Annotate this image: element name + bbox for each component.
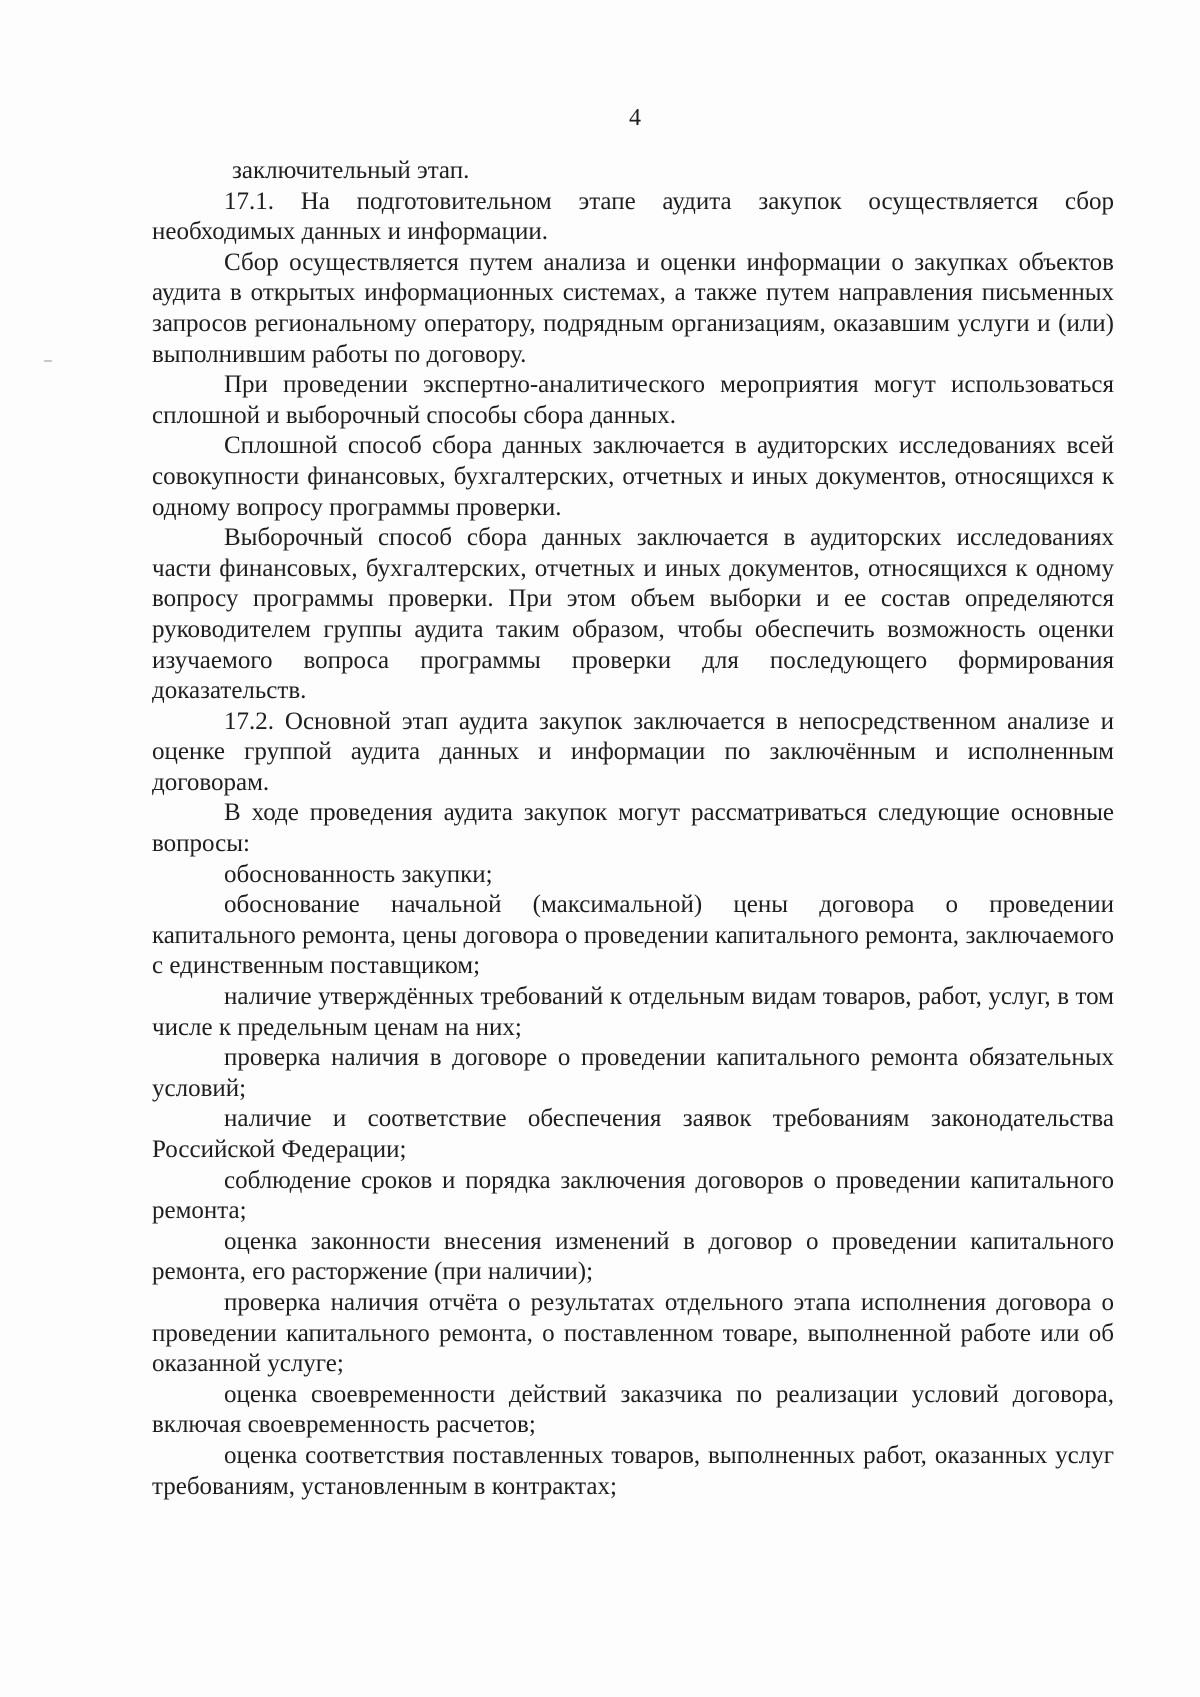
document-body (152, 156, 1114, 1502)
page-number: 4 (629, 105, 641, 131)
list-item-compliance: оценка соответствия поставленных товаров, выполненных работ, оказанных услуг требованиям, установленным в контрактах; (152, 1441, 1114, 1500)
list-item-justification: обоснованность закупки; (224, 860, 493, 888)
list-item-initial-price: обоснование начальной (максимальной) цены договора о проведении капитального ремонта, цены договора о проведении капитального ремонта, заключаемого с единственным поставщиком; (152, 891, 1114, 980)
paragraph-17-1: 17.1. На подготовительном этапе аудита закупок осуществляется сбор необходимых данных и информации. (152, 187, 1114, 246)
list-item-approved-requirements: наличие утверждённых требований к отдельным видам товаров, работ, услуг, в том числе к предельным ценам на них; (152, 983, 1114, 1041)
paragraph-data-collection: Сбор осуществляется путем анализа и оценки информации о закупках объектов аудита в открытых информационных системах, а также путем направления письменных запросов региональному оператору, подрядным организациям, оказавшим услуги и (или) выполнившим работы по договору. (152, 248, 1114, 368)
list-item-bid-security: наличие и соответствие обеспечения заявок требованиям законодательства Российской Федерации; (152, 1105, 1114, 1163)
paragraph-full-method: Сплошной способ сбора данных заключается в аудиторских исследованиях всей совокупности финансовых, бухгалтерских, отчетных и иных документов, относящихся к одному вопросу программы проверки. (152, 432, 1114, 521)
paragraph-17-2: 17.2. Основной этап аудита закупок заключается в непосредственном анализе и оценке группой аудита данных и информации по заключённым и исполненным договорам. (152, 707, 1114, 796)
scan-artifact (44, 360, 52, 362)
paragraph-continuation: заключительный этап. (232, 157, 470, 184)
list-item-stage-report: проверка наличия отчёта о результатах отдельного этапа исполнения договора о проведении капитального ремонта, о поставленном товаре, выполненной работе или об оказанной услуге; (152, 1288, 1114, 1378)
paragraph-collection-methods: При проведении экспертно-аналитического мероприятия могут использоваться сплошной и выборочный способы сбора данных. (152, 371, 1114, 429)
list-item-contract-changes: оценка законности внесения изменений в договор о проведении капитального ремонта, его расторжение (при наличии); (152, 1227, 1114, 1286)
paragraph-sample-method: Выборочный способ сбора данных заключается в аудиторских исследованиях части финансовых, бухгалтерских, отчетных и иных документов, относящихся к одному вопросу программы проверки. При этом объем выборки и ее состав определяются руководителем группы аудита таким образом, чтобы обеспечить возможность оценки изучаемого вопроса программы проверки для последующего формирования доказательств. (152, 524, 1114, 705)
list-item-mandatory-conditions: проверка наличия в договоре о проведении капитального ремонта обязательных условий; (152, 1044, 1114, 1102)
list-item-customer-timeliness: оценка своевременности действий заказчика по реализации условий договора, включая своевременность расчетов; (152, 1380, 1114, 1439)
list-item-contract-deadlines: соблюдение сроков и порядка заключения договоров о проведении капитального ремонта; (152, 1166, 1114, 1225)
paragraph-audit-questions-intro: В ходе проведения аудита закупок могут рассматриваться следующие основные вопросы: (152, 799, 1114, 858)
